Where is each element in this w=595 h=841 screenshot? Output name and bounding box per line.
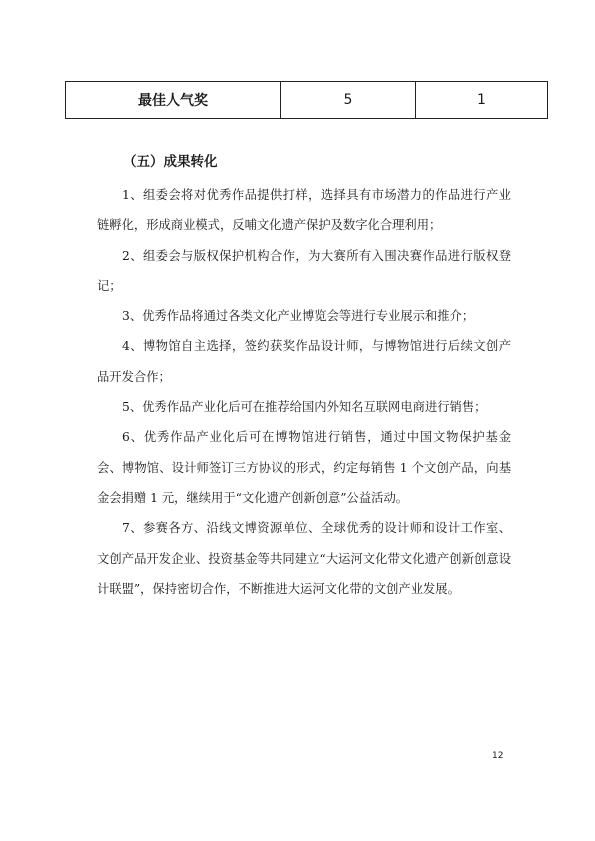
section-title: （五）成果转化 — [123, 154, 218, 170]
section-content — [97, 180, 511, 604]
table-row — [66, 82, 548, 119]
award-count-cell: 5 — [281, 82, 416, 119]
paragraph-1: 1、组委会将对优秀作品提供打样，选择具有市场潜力的作品进行产业链孵化，形成商业模式，反哺文化遗产保护及数字化合理利用； — [97, 188, 511, 233]
page-number: 12 — [492, 751, 504, 761]
award-value-cell: 1 — [416, 82, 548, 119]
paragraph-6: 6、优秀作品产业化后可在博物馆进行销售，通过中国文物保护基金会、博物馆、设计师签订三方协议的形式，约定每销售 1 个文创产品，向基金会捐赠 1 元，继续用于“文化遗产创新创意”公益活动。 — [97, 430, 511, 505]
paragraph-7: 7、参赛各方、沿线文博资源单位、全球优秀的设计师和设计工作室、文创产品开发企业、投资基金等共同建立“大运河文化带文化遗产创新创意设计联盟”，保持密切合作，不断推进大运河文化带的文创产业发展。 — [97, 521, 511, 596]
paragraph-3: 3、优秀作品将通过各类文化产业博览会等进行专业展示和推介； — [122, 309, 475, 324]
paragraph-5: 5、优秀作品产业化后可在推荐给国内外知名互联网电商进行销售； — [122, 400, 487, 415]
award-name-cell: 最佳人气奖 — [66, 82, 281, 119]
award-table — [65, 81, 548, 119]
paragraph-2: 2、组委会与版权保护机构合作，为大赛所有入围决赛作品进行版权登记； — [97, 248, 511, 293]
paragraph-4: 4、博物馆自主选择，签约获奖作品设计师，与博物馆进行后续文创产品开发合作； — [97, 339, 511, 384]
